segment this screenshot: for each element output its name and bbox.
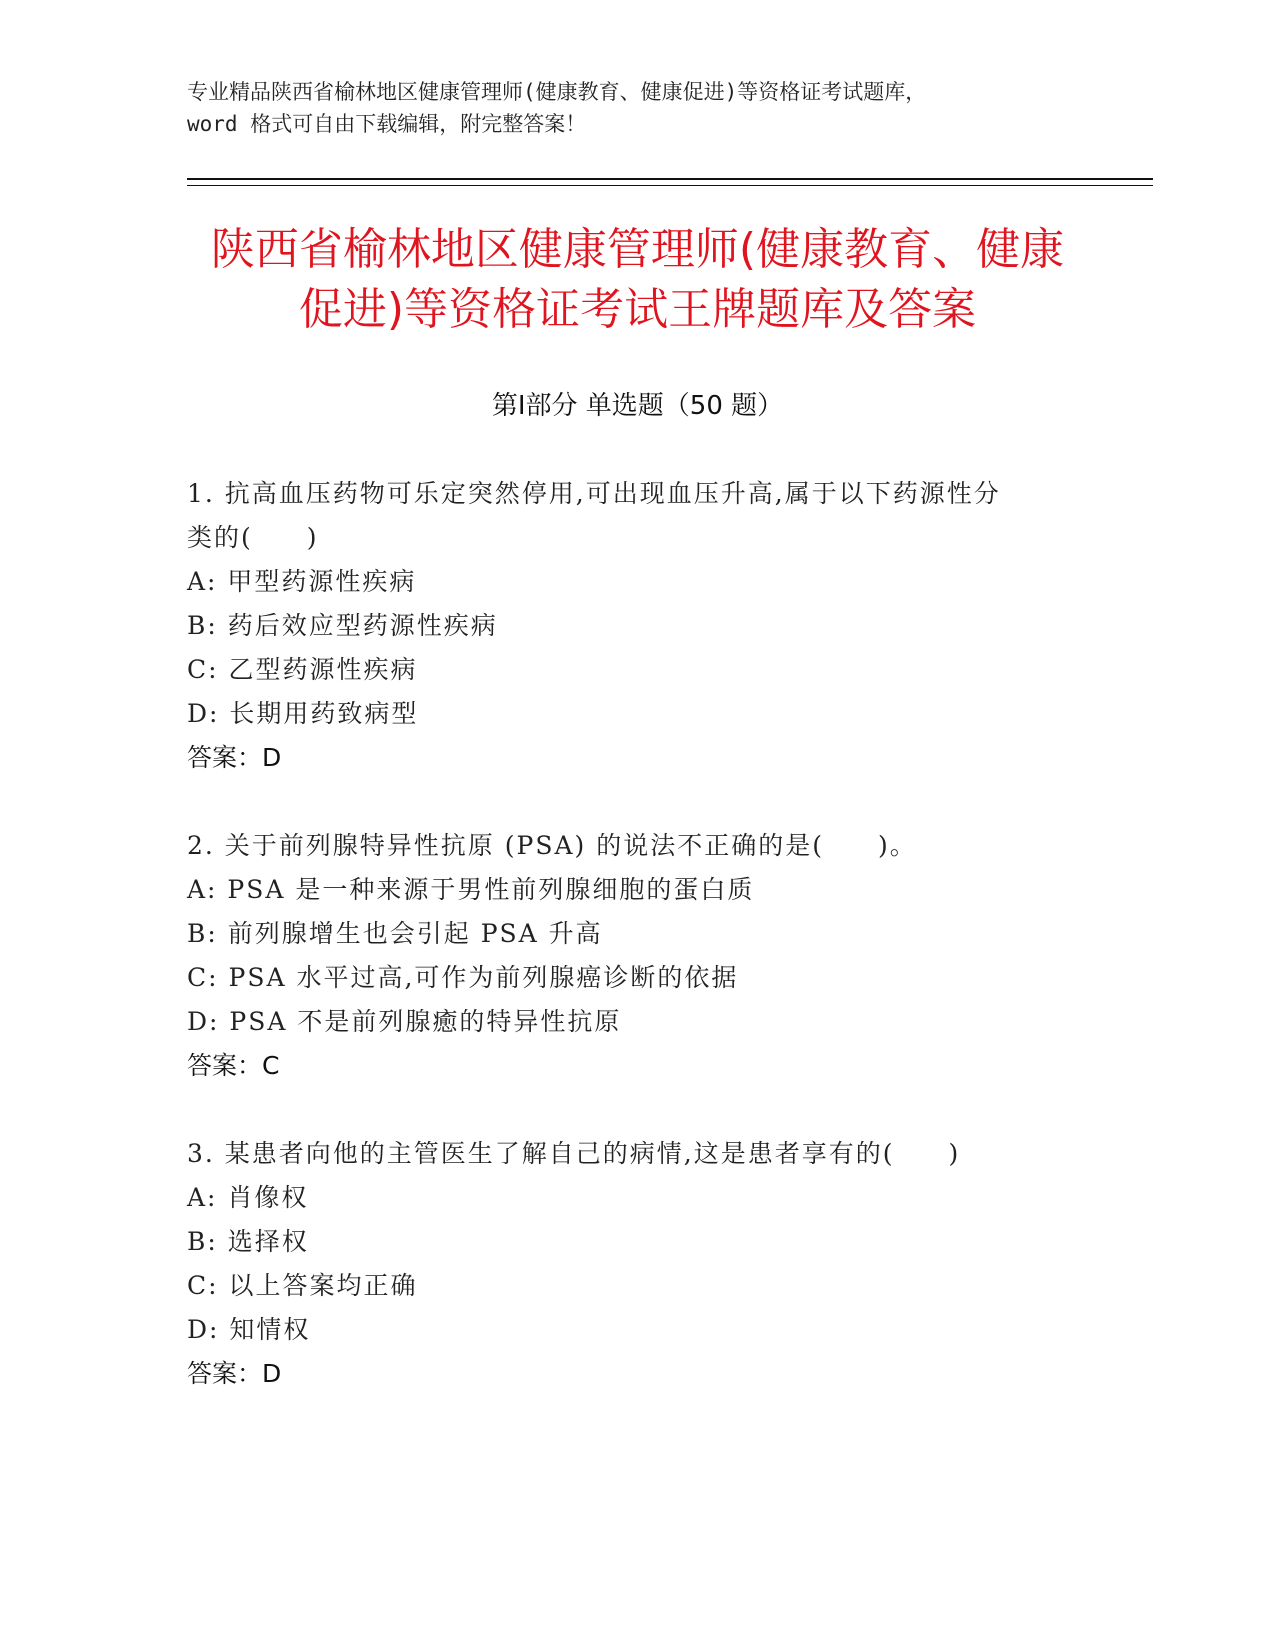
section-title: 第Ⅰ部分 单选题（50 题） — [491, 391, 784, 421]
question-stem-continued: 类的( ) — [187, 523, 319, 552]
question-stem: 3. 某患者向他的主管医生了解自己的病情,这是患者享有的( ) — [187, 1139, 961, 1168]
header-note-line-1: 专业精品陕西省榆林地区健康管理师(健康教育、健康促进)等资格证考试题库， — [187, 80, 927, 104]
option-a: A: PSA 是一种来源于男性前列腺细胞的蛋白质 — [187, 875, 755, 904]
header-divider-thick — [187, 178, 1153, 180]
answer: 答案：D — [187, 1359, 282, 1388]
option-b: B: 选择权 — [187, 1227, 309, 1256]
option-a: A: 肖像权 — [187, 1183, 309, 1212]
question-stem: 2. 关于前列腺特异性抗原 (PSA) 的说法不正确的是( )。 — [187, 831, 917, 860]
option-c: C: 乙型药源性疾病 — [187, 655, 418, 684]
answer: 答案：D — [187, 743, 282, 772]
question-list — [187, 472, 1087, 1440]
header-divider-thin — [187, 185, 1153, 186]
option-a: A: 甲型药源性疾病 — [187, 567, 417, 596]
question-stem: 1. 抗高血压药物可乐定突然停用,可出现血压升高,属于以下药源性分 — [187, 479, 1001, 508]
option-c: C: 以上答案均正确 — [187, 1271, 418, 1300]
option-d: D: PSA 不是前列腺癒的特异性抗原 — [187, 1007, 622, 1036]
header-note — [187, 76, 1087, 140]
header-note-line-2: word 格式可自由下载编辑，附完整答案！ — [187, 112, 587, 136]
question-1 — [187, 472, 1087, 780]
document-title-line-2: 促进)等资格证考试王牌题库及答案 — [298, 284, 977, 335]
option-d: D: 知情权 — [187, 1315, 311, 1344]
option-d: D: 长期用药致病型 — [187, 699, 419, 728]
document-title — [150, 220, 1125, 340]
document-title-line-1: 陕西省榆林地区健康管理师(健康教育、健康 — [210, 224, 1065, 275]
option-b: B: 前列腺增生也会引起 PSA 升高 — [187, 919, 603, 948]
question-3 — [187, 1132, 1087, 1396]
answer: 答案：C — [187, 1051, 280, 1080]
option-b: B: 药后效应型药源性疾病 — [187, 611, 498, 640]
question-2 — [187, 824, 1087, 1088]
option-c: C: PSA 水平过高,可作为前列腺癌诊断的依据 — [187, 963, 739, 992]
